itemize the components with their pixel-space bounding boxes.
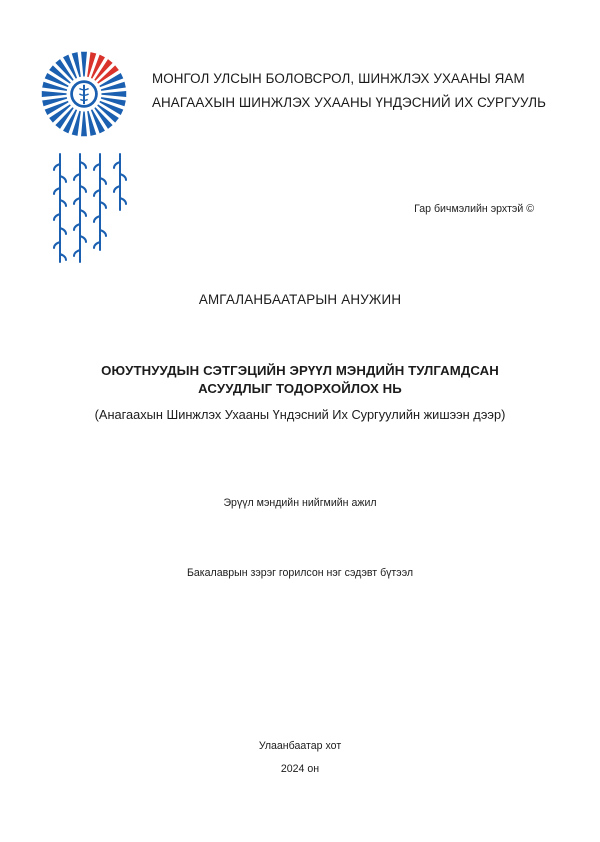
mongolian-script-icon: [46, 150, 128, 268]
field-of-study: Эрүүл мэндийн нийгмийн ажил: [223, 497, 377, 509]
thesis-title-line1: ОЮУТНУУДЫН СЭТГЭЦИЙН ЭРҮҮЛ МЭНДИЙН ТУЛГАМДСАН: [101, 363, 499, 378]
university-emblem-icon: [38, 48, 130, 140]
thesis-subtitle: (Анагаахын Шинжлэх Ухааны Үндэсний Их Сургуулийн жишээн дээр): [94, 407, 506, 422]
degree-description: Бакалаврын зэрэг горилсон нэг сэдэвт бүтээл: [186, 567, 414, 579]
ministry-name: МОНГОЛ УЛСЫН БОЛОВСРОЛ, ШИНЖЛЭХ УХААНЫ ЯАМ: [152, 71, 525, 86]
author-name: АМГАЛАНБААТАРЫН АНУЖИН: [198, 292, 402, 307]
city: Улаанбаатар хот: [258, 740, 342, 752]
emblem-ray: [81, 111, 87, 136]
year: 2024 он: [280, 763, 320, 775]
emblem-ray: [101, 91, 126, 97]
university-name: АНАГААХЫН ШИНЖЛЭХ УХААНЫ ҮНДЭСНИЙ ИХ СУРГУУЛЬ: [152, 95, 546, 110]
emblem-ray: [42, 91, 67, 97]
copyright-notice: Гар бичмэлийн эрхтэй ©: [414, 203, 534, 215]
emblem-ray: [81, 52, 87, 77]
thesis-title-line2: АСУУДЛЫГ ТОДОРХОЙЛОХ НЬ: [198, 381, 402, 396]
